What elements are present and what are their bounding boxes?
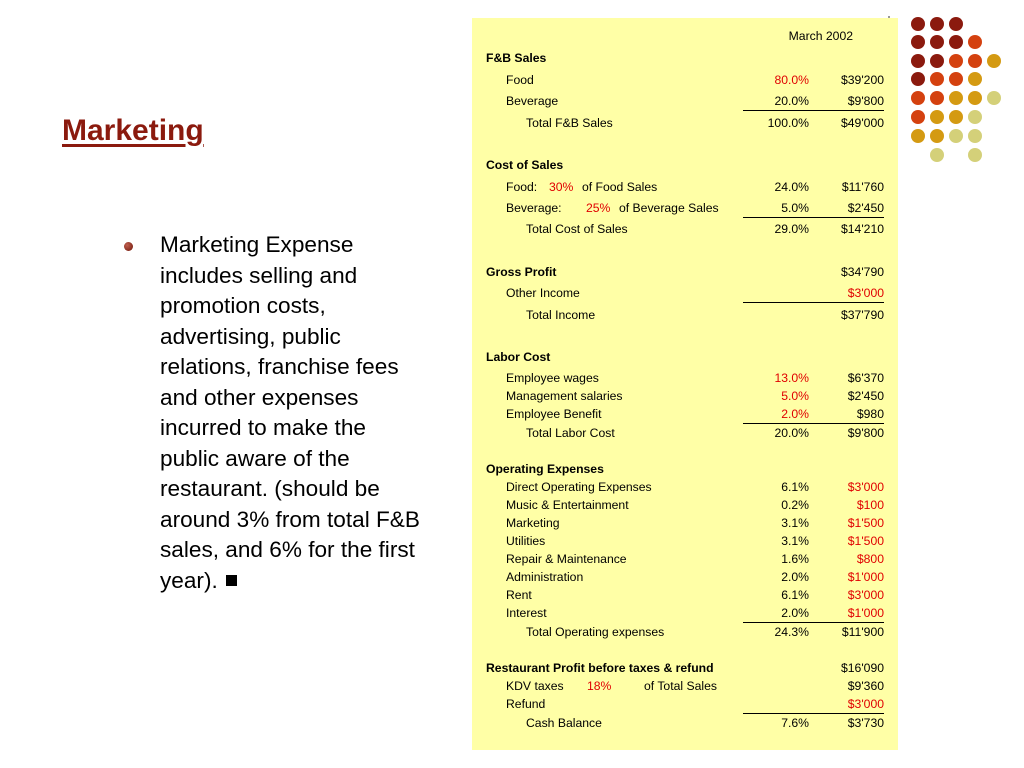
row-percent: 5.0% xyxy=(781,389,809,403)
dot-icon xyxy=(930,17,944,31)
row-amount: $3'000 xyxy=(847,588,884,602)
row-label: Utilities xyxy=(506,534,546,548)
table-row xyxy=(472,220,898,238)
row-percent: 3.1% xyxy=(781,534,809,548)
row-amount: $1'000 xyxy=(847,570,884,584)
row-amount: $3'000 xyxy=(847,480,884,494)
dot-icon xyxy=(930,72,944,86)
row-label: Cash Balance xyxy=(526,716,602,730)
row-percent: 5.0% xyxy=(781,201,809,215)
row-percent: 24.3% xyxy=(774,625,809,639)
row-amount: $49'000 xyxy=(841,116,884,130)
row-label: Interest xyxy=(506,606,547,620)
dot-icon xyxy=(949,129,963,143)
section-fb-sales: F&B Sales xyxy=(486,51,547,65)
row-percent: 2.0% xyxy=(781,606,809,620)
bullet-text: Marketing Expense includes selling and promotion costs, advertising, public relations, franchise fees and other expenses incurred to make the public aware of the restaurant. (should be around 3% from total F&B sales, and 6% for the first year). xyxy=(160,232,420,593)
row-percent: 100.0% xyxy=(767,116,809,130)
financial-table xyxy=(472,18,898,750)
table-row xyxy=(472,604,898,622)
row-label: Repair & Maintenance xyxy=(506,552,627,566)
row-label: Employee Benefit xyxy=(506,407,602,421)
row-label: Beverage xyxy=(506,94,559,108)
row-label: Food xyxy=(506,73,534,87)
row-label: Food: xyxy=(506,180,538,194)
dot-icon xyxy=(987,91,1001,105)
table-row xyxy=(472,659,898,677)
row-amount: $9'360 xyxy=(847,679,884,693)
table-row xyxy=(472,550,898,568)
row-amount: $11'900 xyxy=(841,625,884,639)
row-percent: 20.0% xyxy=(774,426,809,440)
bullet-item xyxy=(160,230,422,596)
dot-icon xyxy=(987,54,1001,68)
dot-icon xyxy=(930,129,944,143)
row-rate: 25% xyxy=(586,201,611,215)
table-row xyxy=(472,92,898,110)
row-amount: $100 xyxy=(856,498,884,512)
row-label: Beverage: xyxy=(506,201,562,215)
dot-icon xyxy=(911,35,925,49)
dot-icon xyxy=(949,72,963,86)
dot-icon xyxy=(930,110,944,124)
dot-icon xyxy=(930,54,944,68)
row-rate-basis: of Beverage Sales xyxy=(619,201,719,215)
row-amount: $3'730 xyxy=(847,716,884,730)
row-rate-basis: of Total Sales xyxy=(644,679,717,693)
row-amount: $980 xyxy=(856,407,884,421)
row-label: Employee wages xyxy=(506,371,599,385)
row-amount: $16'090 xyxy=(841,661,884,675)
dot-icon xyxy=(911,54,925,68)
row-amount: $34'790 xyxy=(841,265,884,279)
table-row xyxy=(472,586,898,604)
row-rate: 30% xyxy=(549,180,574,194)
table-row xyxy=(472,677,898,695)
table-row xyxy=(472,496,898,514)
row-label: Other Income xyxy=(506,286,580,300)
row-percent: 0.2% xyxy=(781,498,809,512)
row-label: Management salaries xyxy=(506,389,623,403)
row-label: Marketing xyxy=(506,516,560,530)
row-label: KDV taxes xyxy=(506,679,564,693)
dot-icon xyxy=(968,54,982,68)
section-restaurant-profit: Restaurant Profit before taxes & refund xyxy=(486,661,714,675)
table-row xyxy=(472,714,898,732)
dot-icon xyxy=(930,148,944,162)
row-percent: 6.1% xyxy=(781,588,809,602)
table-row xyxy=(472,568,898,586)
dot-icon xyxy=(968,148,982,162)
row-percent: 13.0% xyxy=(774,371,809,385)
dot-icon xyxy=(911,91,925,105)
row-label: Total Operating expenses xyxy=(526,625,665,639)
table-row xyxy=(472,623,898,641)
row-amount: $3'000 xyxy=(847,286,884,300)
row-amount: $800 xyxy=(856,552,884,566)
table-row xyxy=(472,514,898,532)
dot-icon xyxy=(911,129,925,143)
table-row xyxy=(472,369,898,387)
dot-icon xyxy=(968,129,982,143)
row-percent: 6.1% xyxy=(781,480,809,494)
subtotal-rule xyxy=(743,110,884,111)
row-amount: $9'800 xyxy=(847,426,884,440)
row-label: Total F&B Sales xyxy=(526,116,613,130)
dot-icon xyxy=(911,17,925,31)
row-percent: 29.0% xyxy=(774,222,809,236)
dot-icon xyxy=(911,72,925,86)
dot-icon xyxy=(949,35,963,49)
dot-icon xyxy=(949,91,963,105)
row-percent: 80.0% xyxy=(774,73,809,87)
row-label: Refund xyxy=(506,697,546,711)
row-amount: $11'760 xyxy=(841,180,884,194)
row-amount: $1'000 xyxy=(847,606,884,620)
dot-icon xyxy=(949,54,963,68)
dot-icon xyxy=(911,110,925,124)
table-row xyxy=(472,532,898,550)
end-square-icon xyxy=(226,575,237,586)
row-amount: $14'210 xyxy=(841,222,884,236)
table-row xyxy=(472,306,898,324)
dot-icon xyxy=(930,91,944,105)
row-amount: $1'500 xyxy=(847,516,884,530)
table-row xyxy=(472,284,898,302)
table-row xyxy=(472,695,898,713)
table-row xyxy=(472,478,898,496)
dot-icon xyxy=(949,110,963,124)
row-amount: $37'790 xyxy=(841,308,884,322)
column-header-month: March 2002 xyxy=(788,29,853,43)
row-percent: 20.0% xyxy=(774,94,809,108)
section-operating-expenses: Operating Expenses xyxy=(486,462,604,476)
bullet-marker-icon xyxy=(124,242,133,251)
row-label: Direct Operating Expenses xyxy=(506,480,652,494)
row-amount: $1'500 xyxy=(847,534,884,548)
table-row xyxy=(472,405,898,423)
row-label: Total Income xyxy=(526,308,596,322)
subtotal-rule xyxy=(743,302,884,303)
table-row xyxy=(472,387,898,405)
table-row xyxy=(472,71,898,89)
dot-icon xyxy=(968,72,982,86)
row-percent: 24.0% xyxy=(774,180,809,194)
dot-icon xyxy=(968,35,982,49)
row-rate-basis: of Food Sales xyxy=(582,180,658,194)
row-label: Music & Entertainment xyxy=(506,498,629,512)
row-percent: 7.6% xyxy=(781,716,809,730)
section-cost-of-sales: Cost of Sales xyxy=(486,158,564,172)
row-amount: $6'370 xyxy=(847,371,884,385)
row-label: Administration xyxy=(506,570,584,584)
table-row xyxy=(472,424,898,442)
row-percent: 3.1% xyxy=(781,516,809,530)
row-amount: $9'800 xyxy=(847,94,884,108)
row-label: Total Labor Cost xyxy=(526,426,615,440)
bullet-list xyxy=(120,230,420,596)
row-label: Rent xyxy=(506,588,532,602)
table-row xyxy=(472,199,898,217)
dot-icon xyxy=(949,17,963,31)
table-row xyxy=(472,114,898,132)
section-labor-cost: Labor Cost xyxy=(486,350,551,364)
dot-icon xyxy=(968,110,982,124)
row-amount: $2'450 xyxy=(847,201,884,215)
row-amount: $2'450 xyxy=(847,389,884,403)
table-row xyxy=(472,178,898,196)
row-percent: 2.0% xyxy=(781,570,809,584)
subtotal-rule xyxy=(743,217,884,218)
dot-icon xyxy=(968,91,982,105)
table-row xyxy=(472,263,898,281)
row-label: Total Cost of Sales xyxy=(526,222,628,236)
row-amount: $39'200 xyxy=(841,73,884,87)
slide-title: Marketing xyxy=(62,114,204,147)
row-amount: $3'000 xyxy=(847,697,884,711)
row-percent: 2.0% xyxy=(781,407,809,421)
row-rate: 18% xyxy=(587,679,612,693)
row-percent: 1.6% xyxy=(781,552,809,566)
dot-icon xyxy=(930,35,944,49)
section-gross-profit: Gross Profit xyxy=(486,265,557,279)
